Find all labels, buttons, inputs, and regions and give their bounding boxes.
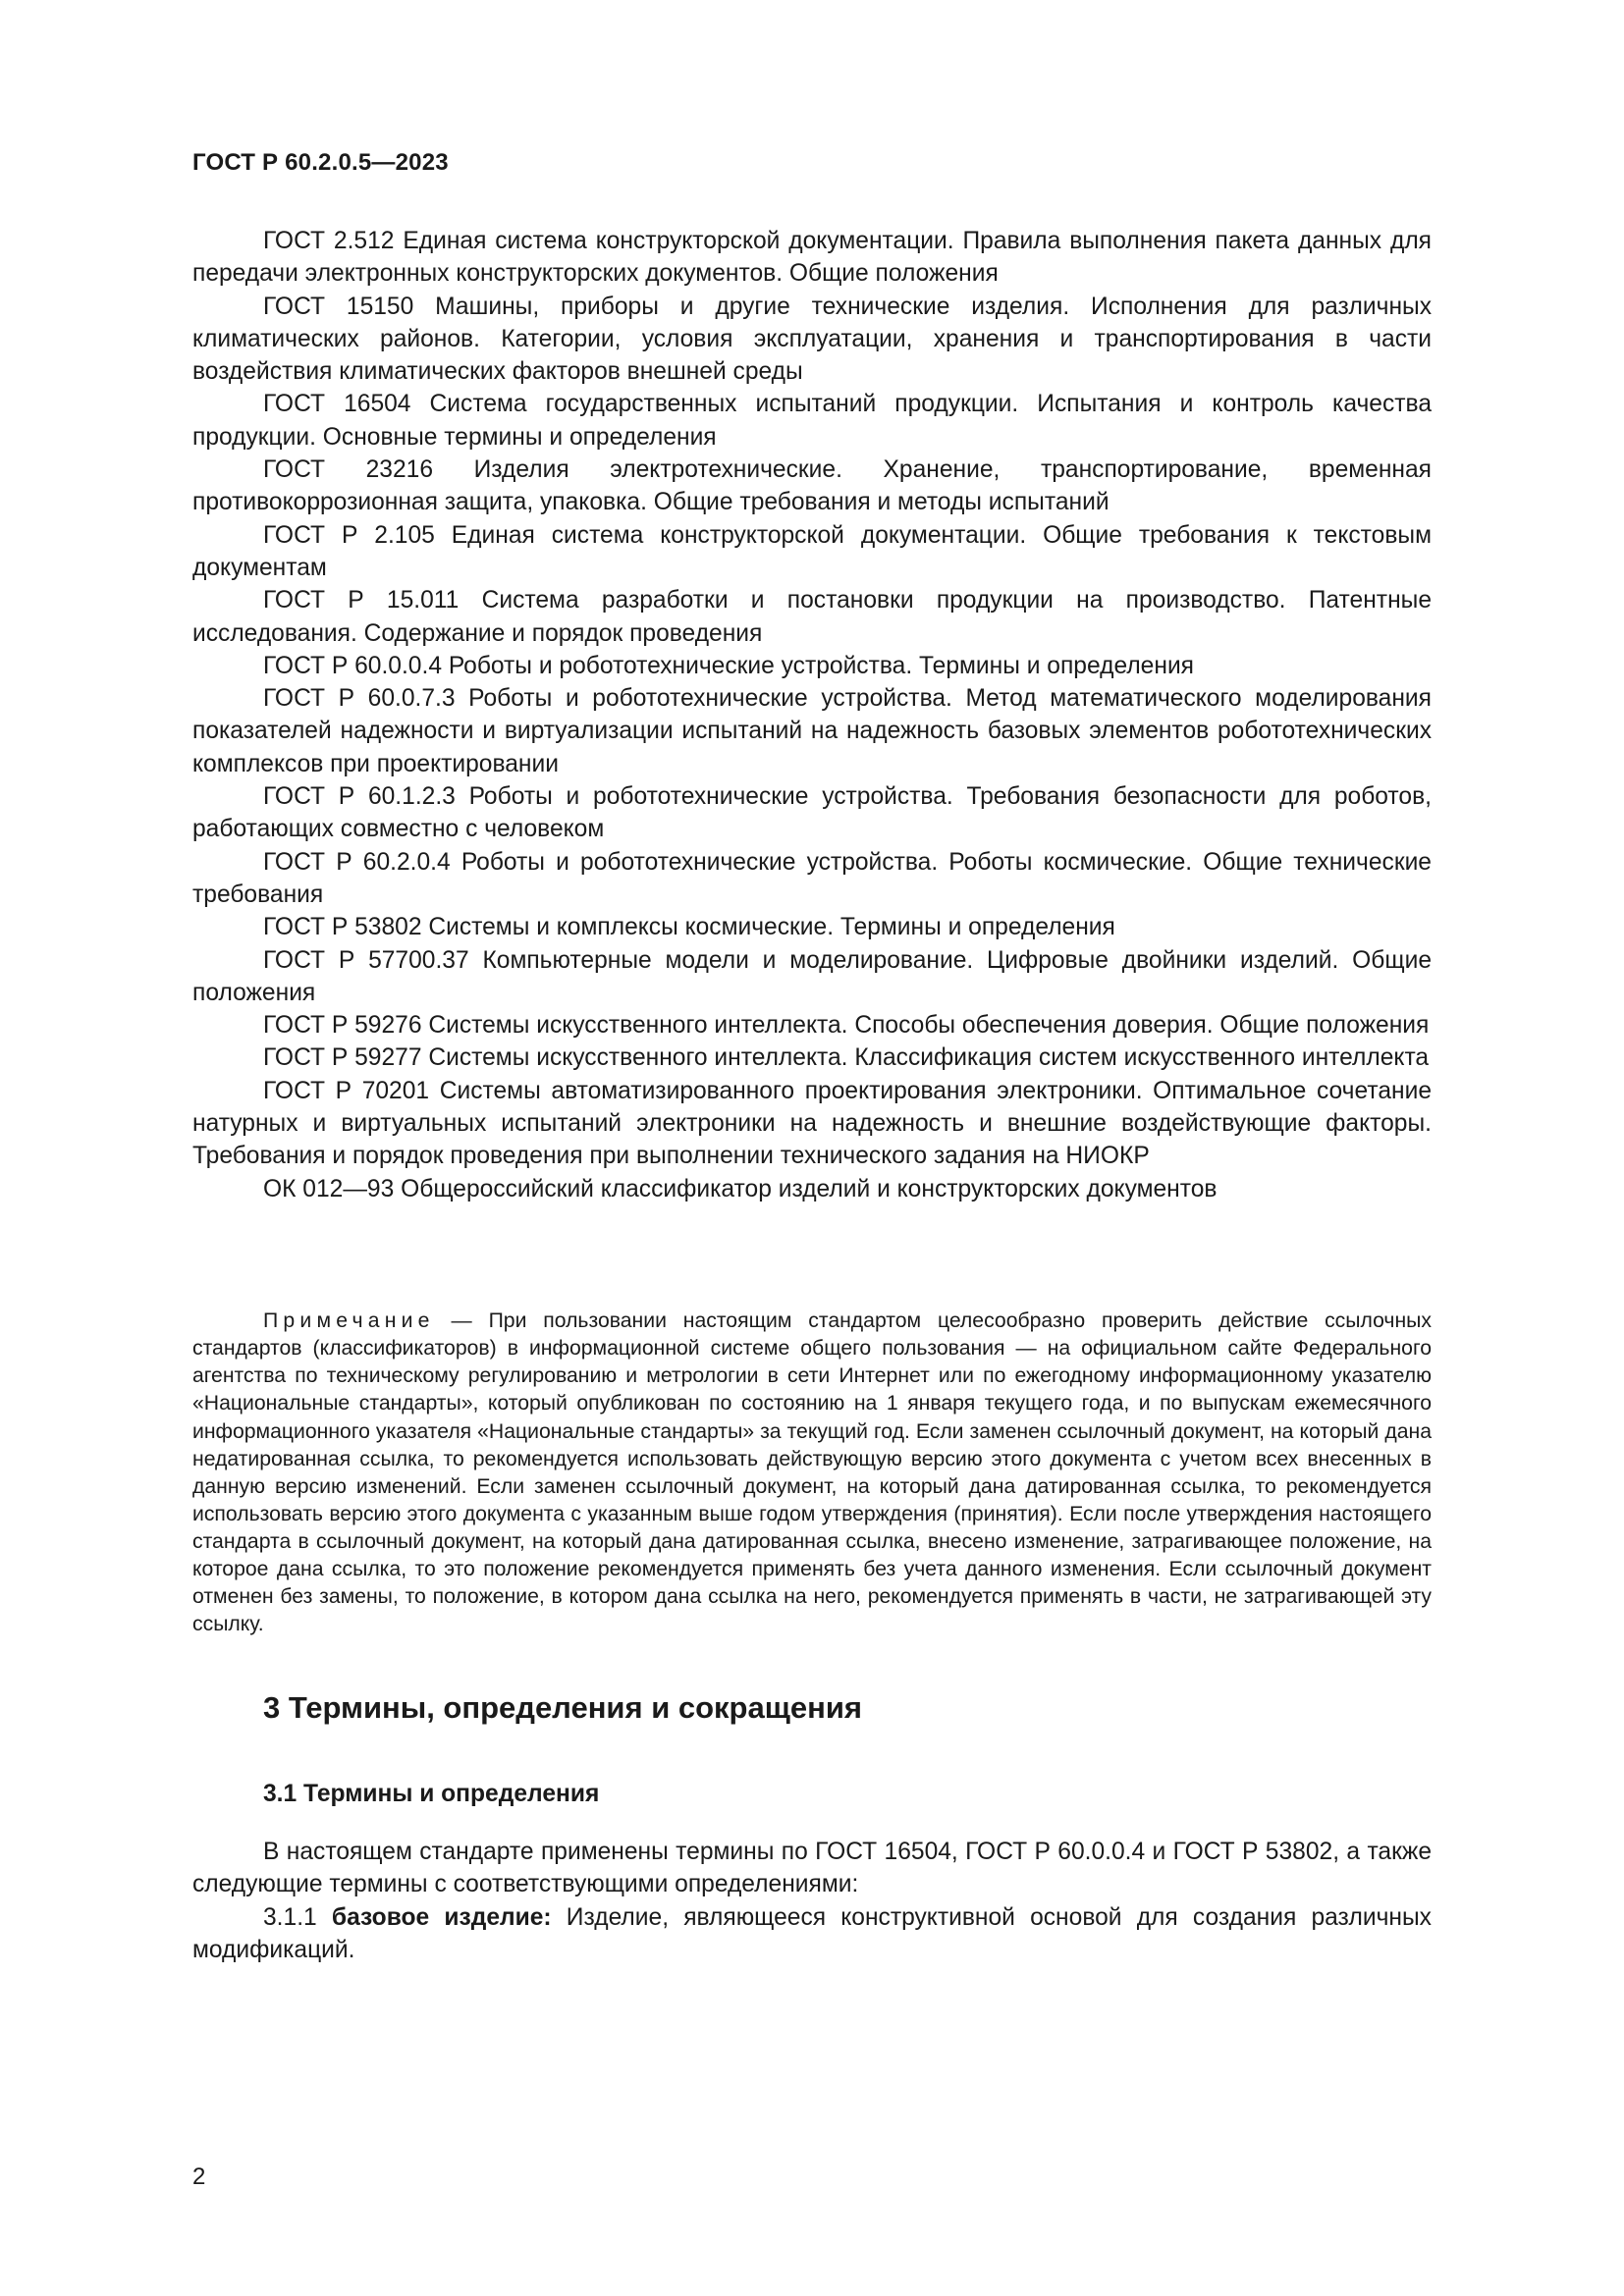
- document-code-header: ГОСТ Р 60.2.0.5—2023: [192, 149, 449, 176]
- reference-gost-r-15-011: ГОСТ Р 15.011 Система разработки и постановки продукции на производство. Патентные исследования. Содержание и порядок проведения: [192, 587, 1432, 647]
- term-3-1-1-paragraph: [192, 1901, 1432, 1967]
- reference-gost-16504: ГОСТ 16504 Система государственных испытаний продукции. Испытания и контроль качества продукции. Основные термины и определения: [192, 391, 1432, 451]
- term-name: базовое изделие:: [331, 1903, 552, 1931]
- reference-gost-r-70201: ГОСТ Р 70201 Системы автоматизированного проектирования электроники. Оптимальное сочетание натурных и виртуальных испытаний электроники на надежность и внешние воздействующие факторы. Требования и порядок проведения при выполнении технического задания на НИОКР: [192, 1077, 1432, 1170]
- term-number: 3.1.1: [263, 1903, 332, 1931]
- note-text: При пользовании настоящим стандартом целесообразно проверить действие ссылочных стандартов (классификаторов) в информационной системе общего пользования — на официальном сайте Федерального агентства по техническому регулированию и метрологии в сети Интернет или по ежегодному информационному указателю «Национальные стандарты», который опубликован по состоянию на 1 января текущего года, и по выпускам ежемесячного информационного указателя «Национальные стандарты» за текущий год. Если заменен ссылочный документ, на который дана недатированная ссылка, то рекомендуется использовать действующую версию этого документа с учетом всех внесенных в данную версию изменений. Если заменен ссылочный документ, на который дана датированная ссылка, то рекомендуется использовать версию этого документа с указанным выше годом утверждения (принятия). Если после утверждения настоящего стандарта в ссылочный документ, на который дана датированная ссылка, внесено изменение, затрагивающее положение, на которое дана ссылка, то это положение рекомендуется применять без учета данного изменения. Если ссылочный документ отменен без замены, то положение, в котором дана ссылка на него, рекомендуется применять в части, не затрагивающей эту ссылку.: [192, 1309, 1432, 1636]
- reference-ok-012-93: ОК 012—93 Общероссийский классификатор изделий и конструкторских документов: [263, 1175, 1218, 1202]
- page-number: 2: [192, 2163, 206, 2190]
- reference-gost-r-53802: ГОСТ Р 53802 Системы и комплексы космические. Термины и определения: [263, 914, 1115, 941]
- reference-gost-15150: ГОСТ 15150 Машины, приборы и другие технические изделия. Исполнения для различных климатических районов. Категории, условия эксплуатации, хранения и транспортирования в части воздействия климатических факторов внешней среды: [192, 293, 1432, 386]
- reference-gost-r-57700-37: ГОСТ Р 57700.37 Компьютерные модели и моделирование. Цифровые двойники изделий. Общие положения: [192, 946, 1432, 1006]
- terms-intro-paragraph: В настоящем стандарте применены термины по ГОСТ 16504, ГОСТ Р 60.0.0.4 и ГОСТ Р 53802, а также следующие термины с соответствующими определениями:: [192, 1839, 1432, 1898]
- note-paragraph: [192, 1308, 1432, 1638]
- reference-gost-23216: ГОСТ 23216 Изделия электротехнические. Хранение, транспортирование, временная противокоррозионная защита, упаковка. Общие требования и методы испытаний: [192, 456, 1432, 516]
- reference-gost-r-2-105: ГОСТ Р 2.105 Единая система конструкторской документации. Общие требования к текстовым документам: [192, 521, 1432, 581]
- reference-gost-r-59277: ГОСТ Р 59277 Системы искусственного интеллекта. Классификация систем искусственного интеллекта: [263, 1044, 1430, 1072]
- note-dash: —: [434, 1309, 489, 1333]
- reference-gost-r-60-0-0-4: ГОСТ Р 60.0.0.4 Роботы и робототехнические устройства. Термины и определения: [263, 652, 1194, 679]
- subsection-3-1-heading: 3.1 Термины и определения: [263, 1781, 600, 1807]
- reference-gost-r-60-2-0-4: ГОСТ Р 60.2.0.4 Роботы и робототехнические устройства. Роботы космические. Общие технические требования: [192, 848, 1432, 908]
- reference-gost-r-60-0-7-3: ГОСТ Р 60.0.7.3 Роботы и робототехнические устройства. Метод математического моделирования показателей надежности и виртуализации испытаний на надежность базовых элементов робототехнических комплексов при проектировании: [192, 685, 1432, 777]
- section-3-heading: 3 Термины, определения и сокращения: [263, 1690, 862, 1725]
- term-definition: Изделие, являющееся конструктивной основой для создания различных модификаций.: [192, 1903, 1432, 1963]
- reference-gost-2-512: ГОСТ 2.512 Единая система конструкторской документации. Правила выполнения пакета данных для передачи электронных конструкторских документов. Общие положения: [192, 228, 1432, 288]
- note-label: Примечание: [263, 1309, 435, 1333]
- normative-references-list: [192, 225, 1432, 1205]
- reference-gost-r-59276: ГОСТ Р 59276 Системы искусственного интеллекта. Способы обеспечения доверия. Общие положения: [263, 1012, 1430, 1040]
- section-3-body: [192, 1836, 1432, 1966]
- reference-gost-r-60-1-2-3: ГОСТ Р 60.1.2.3 Роботы и робототехнические устройства. Требования безопасности для роботов, работающих совместно с человеком: [192, 783, 1432, 843]
